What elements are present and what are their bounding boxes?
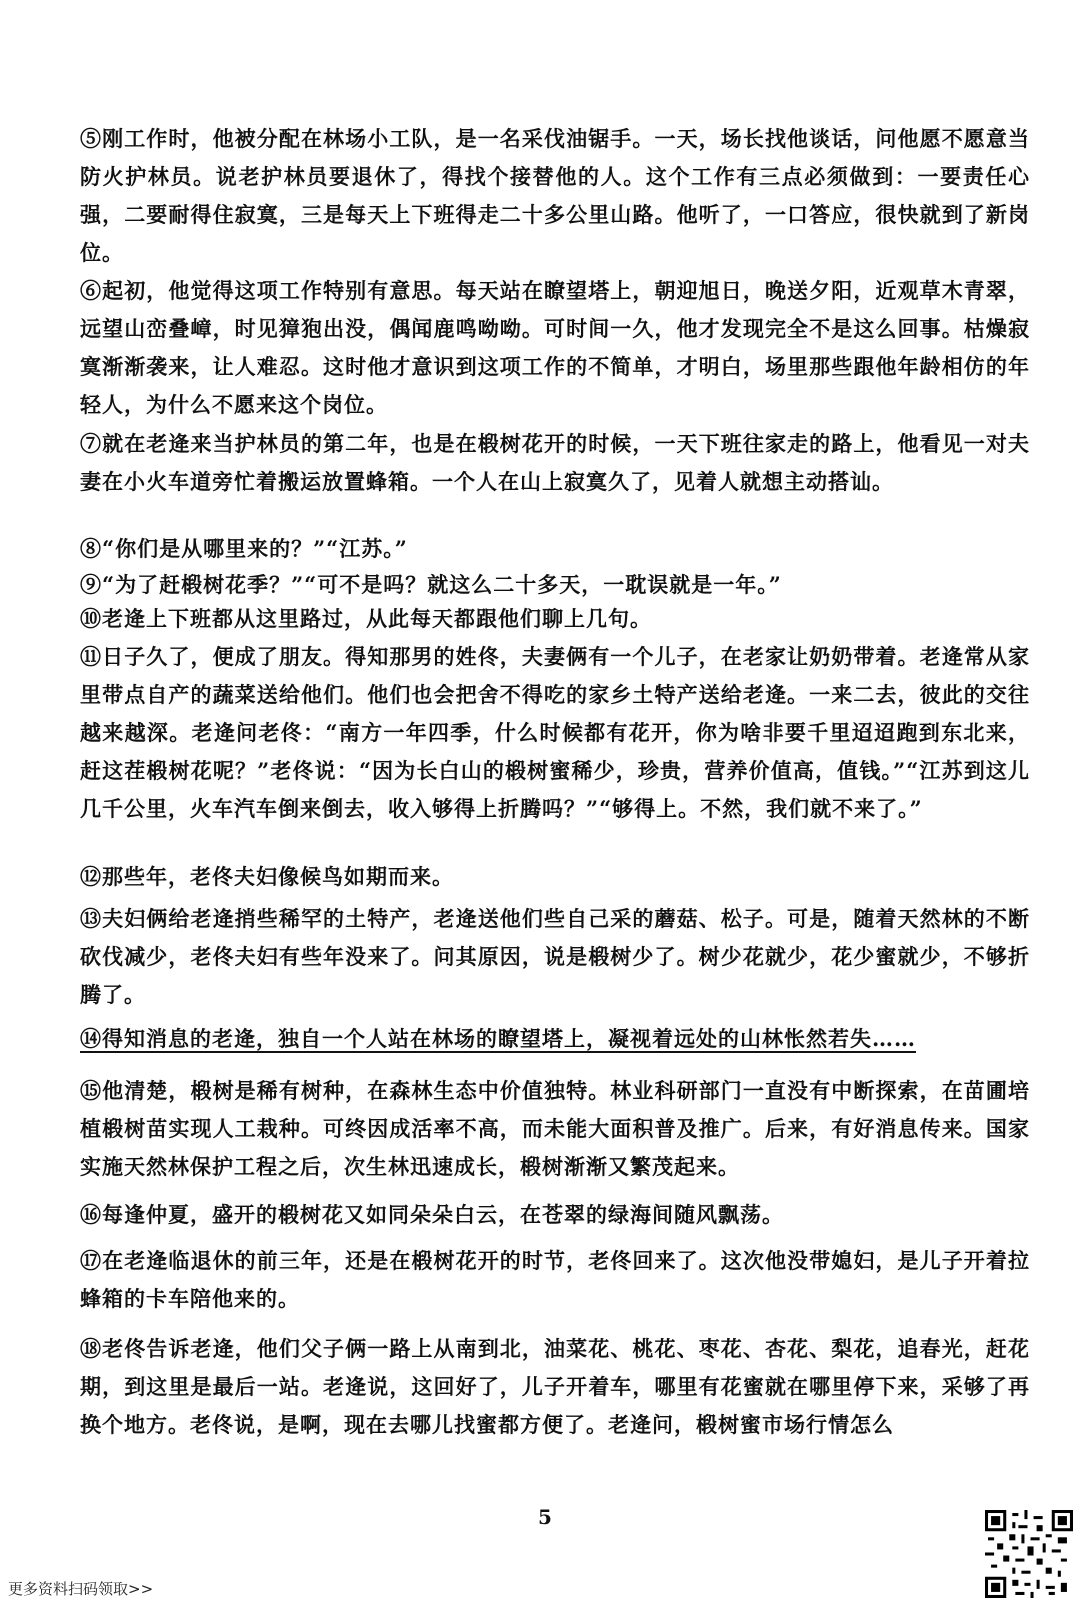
paragraph-17: ⑰在老逄临退休的前三年，还是在椴树花开的时节，老佟回来了。这次他没带媳妇，是儿子开着拉蜂箱的卡车陪他来的。: [80, 1248, 1030, 1311]
paragraph-9: ⑨“为了赶椴树花季？”“可不是吗？就这么二十多天，一耽误就是一年。”: [80, 572, 782, 597]
page-number: 5: [538, 1505, 552, 1529]
paragraph-6: ⑥起初，他觉得这项工作特别有意思。每天站在瞭望塔上，朝迎旭日，晚送夕阳，近观草木青翠，远望山峦叠嶂，时见獐狍出没，偶闻鹿鸣呦呦。可时间一久，他才发现完全不是这么回事。枯燥寂寞渐渐袭来，让人难忍。这时他才意识到这项工作的不简单，才明白，场里那些跟他年龄相仿的年轻人，为什么不愿来这个岗位。: [80, 278, 1030, 417]
paragraph-13: ⑬夫妇俩给老逄捎些稀罕的土特产，老逄送他们些自己采的蘑菇、松子。可是，随着天然林的不断砍伐减少，老佟夫妇有些年没来了。问其原因，说是椴树少了。树少花就少，花少蜜就少，不够折腾了。: [80, 906, 1030, 1007]
paragraph-12: ⑫那些年，老佟夫妇像候鸟如期而来。: [80, 864, 454, 889]
paragraph-11: ⑪日子久了，便成了朋友。得知那男的姓佟，夫妻俩有一个儿子，在老家让奶奶带着。老逄常从家里带点自产的蔬菜送给他们。他们也会把舍不得吃的家乡土特产送给老逄。一来二去，彼此的交往越来越深。老逄问老佟：“南方一年四季，什么时候都有花开，你为啥非要千里迢迢跑到东北来，赶这茬椴树花呢？”老佟说：“因为长白山的椴树蜜稀少，珍贵，营养价值高，值钱。”“江苏到这儿几千公里，火车汽车倒来倒去，收入够得上折腾吗？”“够得上。不然，我们就不来了。”: [80, 644, 1030, 821]
paragraph-14-underlined: ⑭得知消息的老逄，独自一个人站在林场的瞭望塔上，凝视着远处的山林怅然若失……: [80, 1026, 916, 1051]
paragraph-7: ⑦就在老逄来当护林员的第二年，也是在椴树花开的时候，一天下班往家走的路上，他看见一对夫妻在小火车道旁忙着搬运放置蜂箱。一个人在山上寂寞久了，见着人就想主动搭讪。: [80, 431, 1030, 494]
paragraph-15: ⑮他清楚，椴树是稀有树种，在森林生态中价值独特。林业科研部门一直没有中断探索，在苗圃培植椴树苗实现人工栽种。可终因成活率不高，而未能大面积普及推广。后来，有好消息传来。国家实施天然林保护工程之后，次生林迅速成长，椴树渐渐又繁茂起来。: [80, 1078, 1030, 1179]
paragraph-18: ⑱老佟告诉老逄，他们父子俩一路上从南到北，油菜花、桃花、枣花、杏花、梨花，追春光，赶花期，到这里是最后一站。老逄说，这回好了，儿子开着车，哪里有花蜜就在哪里停下来，采够了再换个地方。老佟说，是啊，现在去哪儿找蜜都方便了。老逄问，椴树蜜市场行情怎么: [80, 1336, 1030, 1437]
paragraph-10: ⑩老逄上下班都从这里路过，从此每天都跟他们聊上几句。: [80, 606, 652, 631]
paragraph-8: ⑧“你们是从哪里来的？”“江苏。”: [80, 536, 408, 561]
paragraph-16: ⑯每逢仲夏，盛开的椴树花又如同朵朵白云，在苍翠的绿海间随风飘荡。: [80, 1202, 784, 1227]
paragraph-5: ⑤刚工作时，他被分配在林场小工队，是一名采伐油锯手。一天，场长找他谈话，问他愿不愿意当防火护林员。说老护林员要退休了，得找个接替他的人。这个工作有三点必须做到：一要责任心强，二要耐得住寂寞，三是每天上下班得走二十多公里山路。他听了，一口答应，很快就到了新岗位。: [80, 126, 1030, 265]
footer-scan-note: 更多资料扫码领取>>: [8, 1580, 154, 1598]
qr-code-icon[interactable]: [985, 1510, 1073, 1598]
